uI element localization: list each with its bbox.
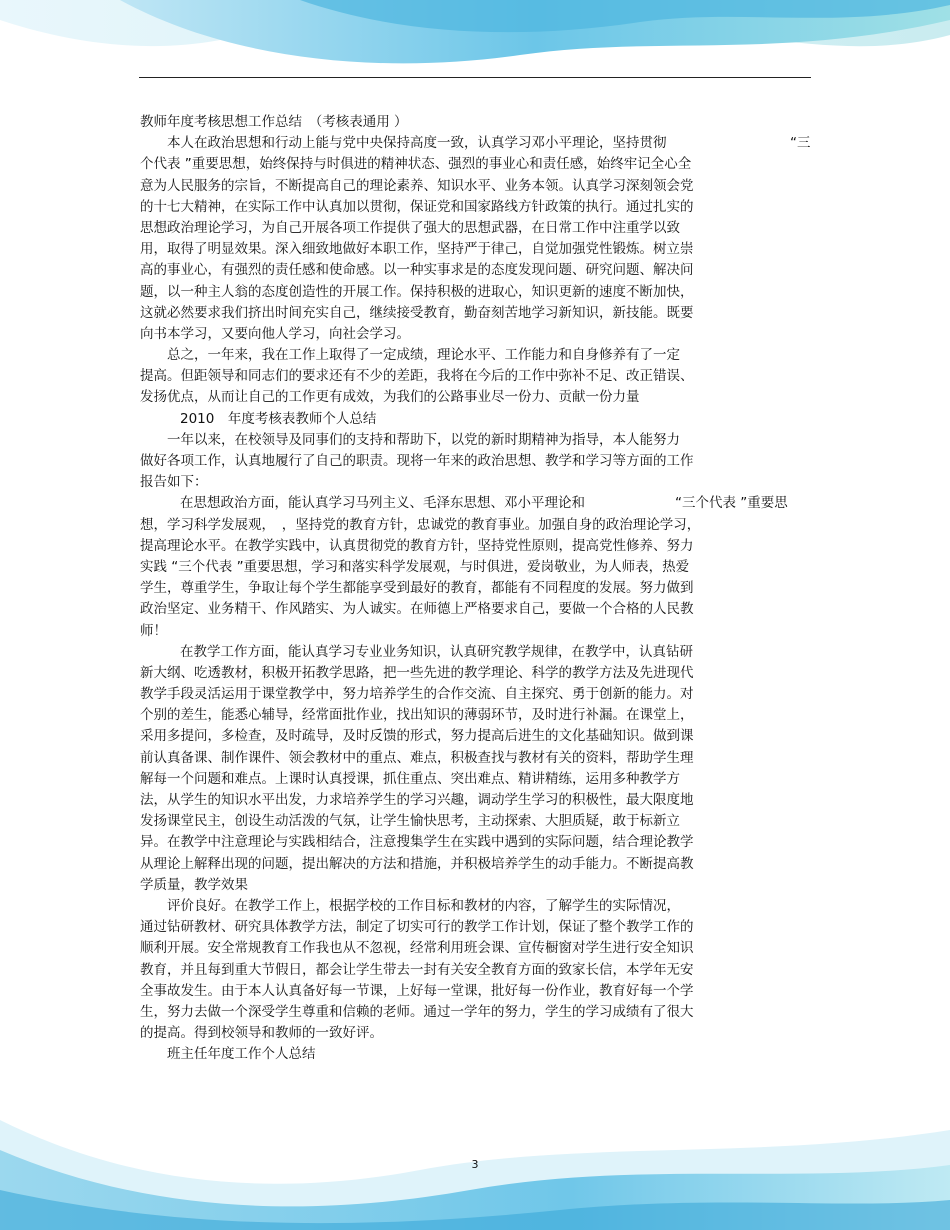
paragraph-line: 想，学习科学发展观， ，坚持党的教育方针，忠诚党的教育事业。加强自身的政治理论学习， xyxy=(140,516,701,533)
paragraph-line: 在教学工作方面，能认真学习专业业务知识，认真研究教学规律，在教学中，认真钻研 xyxy=(180,643,693,660)
paragraph-line: 全事故发生。由于本人认真备好每一节课，上好每一堂课，批好每一份作业，教育好每一个学 xyxy=(140,982,694,999)
paragraph-line: 师！ xyxy=(140,622,167,639)
paragraph-line: 本人在政治思想和行动上能与党中央保持高度一致，认真学习邓小平理论，坚持贯彻 “三 xyxy=(140,133,810,154)
paragraph-line: 在思想政治方面，能认真学习马列主义、毛泽东思想、邓小平理论和 “三个代表 ”重要思 xyxy=(140,493,810,514)
paragraph-fragment: “三个代表 ”重要思 xyxy=(675,495,788,512)
paragraph-line: 高的事业心，有强烈的责任感和使命感。以一种实事求是的态度发现问题、研究问题、解决问 xyxy=(140,262,694,279)
paragraph-line: 提高。但距领导和同志们的要求还有不少的差距，我将在今后的工作中弥补不足、改正错误、 xyxy=(140,368,694,385)
header-rule xyxy=(139,77,811,78)
section-heading: 2010 年度考核表教师个人总结 xyxy=(180,410,377,427)
paragraph-line: 思想政治理论学习，为自己开展各项工作提供了强大的思想武器，在日常工作中注重学以致 xyxy=(140,219,680,236)
top-wave-decoration xyxy=(0,0,950,120)
paragraph-line: 题，以一种主人翁的态度创造性的开展工作。保持积极的进取心，知识更新的速度不断加快， xyxy=(140,283,694,300)
paragraph-line: 总之，一年来，我在工作上取得了一定成绩，理论水平、工作能力和自身修养有了一定 xyxy=(167,347,680,364)
paragraph-line: 发扬课堂民主，创设生动活泼的气氛，让学生愉快思考，主动探索、大胆质疑，敢于标新立 xyxy=(140,813,680,830)
paragraph-line: 发扬优点，从而让自己的工作更有成效，为我们的公路事业尽一份力、贡献一份力量 xyxy=(140,389,640,406)
paragraph-fragment: “三 xyxy=(790,135,811,152)
paragraph-line: 教育，并且每到重大节假日，都会让学生带去一封有关安全教育方面的致家长信，本学年无安 xyxy=(140,961,694,978)
document-title: 教师年度考核思想工作总结 （考核表通用 ） xyxy=(140,114,408,130)
paragraph-line: 学质量，教学效果 xyxy=(140,876,248,893)
paragraph-line: 做好各项工作，认真地履行了自己的职责。现将一年来的政治思想、教学和学习等方面的工作 xyxy=(140,453,694,469)
paragraph-line: 个别的差生，能悉心辅导，经常面批作业，找出知识的薄弱环节，及时进行补漏。在课堂上， xyxy=(140,707,694,724)
paragraph-line: 一年以来，在校领导及同事们的支持和帮助下，以党的新时期精神为指导，本人能努力 xyxy=(167,431,680,448)
paragraph-line: 顺利开展。安全常规教育工作我也从不忽视，经常利用班会课、宣传橱窗对学生进行安全知识 xyxy=(140,940,694,957)
paragraph-line: 新大纲、吃透教材，积极开拓教学思路，把一些先进的教学理论、科学的教学方法及先进现代 xyxy=(140,664,694,681)
paragraph-line: 报告如下： xyxy=(140,474,208,491)
paragraph-line: 实践 “三个代表 ”重要思想，学习和落实科学发展观，与时俱进，爱岗敬业，为人师表，热爱 xyxy=(140,558,690,575)
paragraph-line: 向书本学习，又要向他人学习，向社会学习。 xyxy=(140,325,410,342)
document-body xyxy=(140,112,810,1065)
paragraph-line: 这就必然要求我们挤出时间充实自己，继续接受教育，勤奋刻苦地学习新知识，新技能。既要 xyxy=(140,304,694,321)
paragraph-line: 生，努力去做一个深受学生尊重和信赖的老师。通过一学年的努力，学生的学习成绩有了很大 xyxy=(140,1003,694,1020)
section-heading: 班主任年度工作个人总结 xyxy=(167,1046,316,1063)
paragraph-line: 意为人民服务的宗旨，不断提高自己的理论素养、知识水平、业务本领。认真学习深刻领会党 xyxy=(140,177,694,194)
paragraph-line: 提高理论水平。在教学实践中，认真贯彻党的教育方针，坚持党性原则，提高党性修养、努力 xyxy=(140,537,694,554)
paragraph-line: 政治坚定、业务精干、作风踏实、为人诚实。在师德上严格要求自己，要做一个合格的人民教 xyxy=(140,601,694,618)
paragraph-line: 的十七大精神，在实际工作中认真加以贯彻，保证党和国家路线方针政策的执行。通过扎实的 xyxy=(140,198,694,215)
paragraph-line: 采用多提问，多检查，及时疏导，及时反馈的形式，努力提高后进生的文化基础知识。做到课 xyxy=(140,728,694,745)
page-number: 3 xyxy=(471,1158,479,1171)
paragraph-line: 评价良好。在教学工作上，根据学校的工作目标和教材的内容，了解学生的实际情况， xyxy=(167,897,680,914)
paragraph-line: 从理论上解释出现的问题，提出解决的方法和措施，并积极培养学生的动手能力。不断提高教 xyxy=(140,855,694,872)
paragraph-line: 异。在教学中注意理论与实践相结合，注意搜集学生在实践中遇到的实际问题，结合理论教学 xyxy=(140,834,694,851)
paragraph-line: 前认真备课、制作课件、领会教材中的重点、难点，积极查找与教材有关的资料，帮助学生理 xyxy=(140,749,694,766)
paragraph-line: 通过钻研教材、研究具体教学方法，制定了切实可行的教学工作计划，保证了整个教学工作的 xyxy=(140,919,694,936)
paragraph-line: 的提高。得到校领导和教师的一致好评。 xyxy=(140,1025,383,1042)
paragraph-line: 个代表 ”重要思想，始终保持与时俱进的精神状态、强烈的事业心和责任感，始终牢记全心全 xyxy=(140,156,692,173)
paragraph-line: 解每一个问题和难点。上课时认真授课，抓住重点、突出难点、精讲精练，运用多种教学方 xyxy=(140,770,680,787)
paragraph-line: 用，取得了明显效果。深入细致地做好本职工作，坚持严于律己，自觉加强党性锻炼。树立崇 xyxy=(140,241,694,258)
paragraph-line: 学生，尊重学生，争取让每个学生都能享受到最好的教育，都能有不同程度的发展。努力做到 xyxy=(140,580,694,597)
paragraph-line: 法，从学生的知识水平出发，力求培养学生的学习兴趣，调动学生学习的积极性，最大限度地 xyxy=(140,792,694,808)
paragraph-line: 教学手段灵活运用于课堂教学中，努力培养学生的合作交流、自主探究、勇于创新的能力。对 xyxy=(140,686,694,703)
